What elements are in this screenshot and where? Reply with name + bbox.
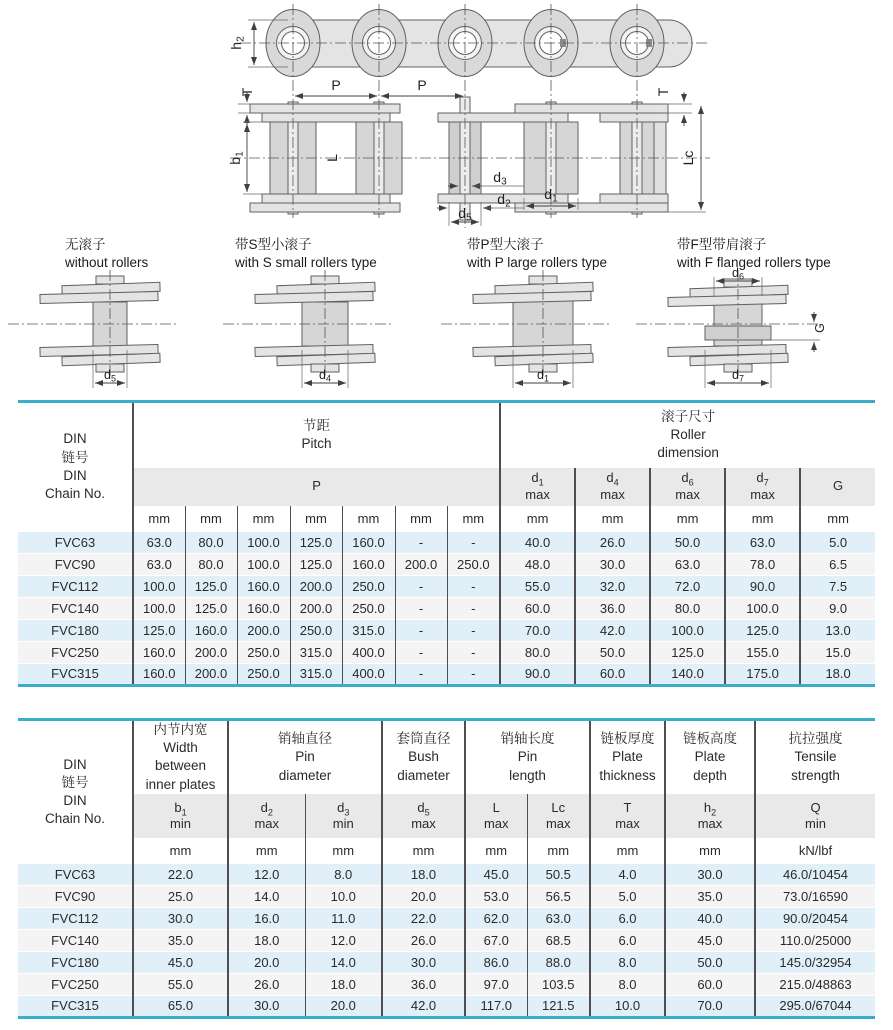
unit-cell: mm (465, 838, 527, 864)
roller-value-cell: 175.0 (725, 663, 800, 685)
roller-type-title-cn: 无滚子 (65, 237, 106, 252)
table-row (18, 597, 875, 619)
value-cell: 12.0 (228, 863, 305, 885)
pitch-value-cell: 63.0 (133, 531, 185, 553)
pitch-value-cell: 125.0 (290, 531, 342, 553)
value-cell: 30.0 (382, 951, 465, 973)
value-cell: 35.0 (665, 885, 755, 907)
dim-label-d1: $d_1$ (537, 368, 549, 384)
roller-value-cell: 78.0 (725, 553, 800, 575)
chain-no-cell: FVC63 (18, 531, 133, 553)
pitch-value-cell: 160.0 (237, 597, 290, 619)
pitch-value-cell: - (447, 575, 500, 597)
unit-cell: mm (500, 506, 575, 532)
chain-no-cell: FVC180 (18, 951, 133, 973)
value-cell: 8.0 (590, 951, 665, 973)
value-cell: 67.0 (465, 929, 527, 951)
value-cell: 65.0 (133, 995, 228, 1017)
roller-value-cell: 7.5 (800, 575, 875, 597)
pitch-value-cell: - (395, 663, 447, 685)
dim-label-l: L (324, 154, 340, 162)
roller-value-cell: 125.0 (650, 641, 725, 663)
pitch-value-cell: 125.0 (290, 553, 342, 575)
value-cell: 45.0 (465, 863, 527, 885)
value-cell: 18.0 (228, 929, 305, 951)
unit-cell: mm (800, 506, 875, 532)
pitch-value-cell: 160.0 (133, 641, 185, 663)
unit-cell: mm (725, 506, 800, 532)
pitch-value-cell: 315.0 (290, 663, 342, 685)
col-symbol-header: T max (590, 794, 665, 838)
col-symbol-header: $b_1$ min (133, 794, 228, 838)
unit-cell: mm (590, 838, 665, 864)
value-cell: 10.0 (590, 995, 665, 1017)
table-row (18, 619, 875, 641)
dim-label-d7: $d_7$ (732, 368, 744, 384)
pitch-value-cell: 100.0 (133, 575, 185, 597)
col-symbol-header: $h_2$ max (665, 794, 755, 838)
pitch-value-cell: 160.0 (133, 663, 185, 685)
pitch-value-cell: 400.0 (342, 641, 395, 663)
col-symbol-header: $d_5$ max (382, 794, 465, 838)
pitch-value-cell: 160.0 (237, 575, 290, 597)
value-cell: 14.0 (305, 951, 382, 973)
unit-cell: mm (395, 506, 447, 532)
unit-cell: mm (527, 838, 590, 864)
chain-no-cell: FVC250 (18, 641, 133, 663)
value-cell: 8.0 (305, 863, 382, 885)
roller-value-cell: 13.0 (800, 619, 875, 641)
dim-label-d5: d5 (458, 205, 472, 224)
pitch-value-cell: 250.0 (290, 619, 342, 641)
chain-no-header: DIN 链号 DIN Chain No. (18, 720, 133, 864)
value-cell: 14.0 (228, 885, 305, 907)
unit-cell: mm (185, 506, 237, 532)
chain-no-header: DIN 链号 DIN Chain No. (18, 402, 133, 532)
dim-label-d2: d2 (497, 191, 511, 210)
value-cell: 22.0 (382, 907, 465, 929)
value-cell: 25.0 (133, 885, 228, 907)
pitch-value-cell: - (395, 531, 447, 553)
unit-cell: mm (575, 506, 650, 532)
value-cell: 20.0 (305, 995, 382, 1017)
dim-label-d6: $d_6$ (732, 266, 744, 282)
value-cell: 26.0 (228, 973, 305, 995)
roller-type-title-en: with P large rollers type (467, 254, 608, 270)
unit-cell: mm (665, 838, 755, 864)
col-symbol-header: $d_2$ max (228, 794, 305, 838)
pitch-value-cell: - (447, 663, 500, 685)
roller-col-header: $d_1$ max (500, 468, 575, 506)
pitch-value-cell: - (395, 597, 447, 619)
col-symbol-header: Lc max (527, 794, 590, 838)
pitch-value-cell: 200.0 (395, 553, 447, 575)
pitch-roller-table (18, 400, 875, 687)
unit-cell: mm (228, 838, 305, 864)
unit-cell: mm (305, 838, 382, 864)
dim-label-g: G (813, 323, 827, 333)
pitch-value-cell: 250.0 (447, 553, 500, 575)
value-cell: 73.0/16590 (755, 885, 875, 907)
pitch-value-cell: - (447, 619, 500, 641)
unit-cell: mm (650, 506, 725, 532)
col-symbol-header: Q min (755, 794, 875, 838)
value-cell: 6.0 (590, 907, 665, 929)
dim-label-h2: h2 (228, 36, 247, 50)
pitch-value-cell: 250.0 (237, 663, 290, 685)
roller-types-section (0, 230, 893, 400)
roller-value-cell: 5.0 (800, 531, 875, 553)
value-cell: 46.0/10454 (755, 863, 875, 885)
pitch-value-cell: 250.0 (342, 575, 395, 597)
pitch-group-header: 节距 Pitch (133, 402, 500, 468)
pitch-value-cell: 80.0 (185, 553, 237, 575)
pitch-value-cell: 315.0 (342, 619, 395, 641)
unit-cell: mm (133, 506, 185, 532)
roller-type-diagram-s-small (215, 266, 440, 398)
unit-cell: mm (290, 506, 342, 532)
pitch-value-cell: 200.0 (290, 597, 342, 619)
pitch-value-cell: 125.0 (185, 597, 237, 619)
pitch-value-cell: - (447, 597, 500, 619)
pitch-value-cell: 125.0 (185, 575, 237, 597)
roller-value-cell: 100.0 (650, 619, 725, 641)
pitch-symbol-header: P (133, 468, 500, 506)
pitch-value-cell: 200.0 (237, 619, 290, 641)
roller-col-header: $d_4$ max (575, 468, 650, 506)
roller-value-cell: 55.0 (500, 575, 575, 597)
value-cell: 35.0 (133, 929, 228, 951)
value-cell: 68.5 (527, 929, 590, 951)
value-cell: 55.0 (133, 973, 228, 995)
table-row (18, 575, 875, 597)
value-cell: 63.0 (527, 907, 590, 929)
roller-value-cell: 26.0 (575, 531, 650, 553)
pitch-value-cell: 160.0 (342, 531, 395, 553)
value-cell: 8.0 (590, 973, 665, 995)
value-cell: 4.0 (590, 863, 665, 885)
chain-no-cell: FVC250 (18, 973, 133, 995)
value-cell: 18.0 (305, 973, 382, 995)
roller-value-cell: 72.0 (650, 575, 725, 597)
pitch-value-cell: 100.0 (133, 597, 185, 619)
value-cell: 50.0 (665, 951, 755, 973)
dim-label-p-left: P (331, 77, 341, 93)
table-row (18, 663, 875, 685)
roller-type-title-cn: 带F型带肩滚子 (677, 237, 767, 252)
unit-cell: mm (237, 506, 290, 532)
roller-type-title-en: with S small rollers type (235, 254, 377, 270)
value-cell: 145.0/32954 (755, 951, 875, 973)
group-header: 销轴长度 Pin length (465, 720, 590, 794)
value-cell: 10.0 (305, 885, 382, 907)
pitch-value-cell: 250.0 (237, 641, 290, 663)
value-cell: 97.0 (465, 973, 527, 995)
table-row (18, 907, 875, 929)
value-cell: 40.0 (665, 907, 755, 929)
roller-value-cell: 90.0 (500, 663, 575, 685)
unit-cell: kN/lbf (755, 838, 875, 864)
chain-no-cell: FVC112 (18, 907, 133, 929)
group-header: 链板厚度 Plate thickness (590, 720, 665, 794)
pitch-value-cell: 200.0 (185, 663, 237, 685)
pitch-value-cell: 63.0 (133, 553, 185, 575)
value-cell: 36.0 (382, 973, 465, 995)
unit-cell: mm (447, 506, 500, 532)
value-cell: 30.0 (228, 995, 305, 1017)
roller-value-cell: 125.0 (725, 619, 800, 641)
group-header: 内节内宽 Width between inner plates (133, 720, 228, 794)
roller-value-cell: 9.0 (800, 597, 875, 619)
dim-label-p-right: P (417, 77, 427, 93)
pitch-value-cell: - (447, 531, 500, 553)
value-cell: 6.0 (590, 929, 665, 951)
value-cell: 70.0 (665, 995, 755, 1017)
dim-label-d4: $d_4$ (319, 368, 331, 384)
chain-no-cell: FVC140 (18, 929, 133, 951)
table-row (18, 929, 875, 951)
group-header: 链板高度 Plate depth (665, 720, 755, 794)
value-cell: 295.0/67044 (755, 995, 875, 1017)
pitch-value-cell: 100.0 (237, 553, 290, 575)
value-cell: 22.0 (133, 863, 228, 885)
value-cell: 45.0 (133, 951, 228, 973)
roller-value-cell: 63.0 (725, 531, 800, 553)
value-cell: 30.0 (133, 907, 228, 929)
roller-value-cell: 80.0 (650, 597, 725, 619)
col-symbol-header: $d_3$ min (305, 794, 382, 838)
chain-no-cell: FVC180 (18, 619, 133, 641)
pitch-value-cell: 315.0 (290, 641, 342, 663)
roller-type-title-cn: 带P型大滚子 (467, 237, 544, 252)
dim-label-lc: Lc (680, 150, 696, 166)
value-cell: 60.0 (665, 973, 755, 995)
chain-no-cell: FVC90 (18, 553, 133, 575)
unit-cell: mm (382, 838, 465, 864)
value-cell: 56.5 (527, 885, 590, 907)
pitch-value-cell: - (395, 641, 447, 663)
roller-value-cell: 50.0 (575, 641, 650, 663)
chain-no-cell: FVC63 (18, 863, 133, 885)
chain-no-cell: FVC140 (18, 597, 133, 619)
value-cell: 50.5 (527, 863, 590, 885)
pitch-value-cell: 200.0 (185, 641, 237, 663)
group-header: 抗拉强度 Tensile strength (755, 720, 875, 794)
table-row (18, 553, 875, 575)
roller-value-cell: 63.0 (650, 553, 725, 575)
value-cell: 42.0 (382, 995, 465, 1017)
roller-value-cell: 100.0 (725, 597, 800, 619)
table-row (18, 885, 875, 907)
value-cell: 117.0 (465, 995, 527, 1017)
table-row (18, 641, 875, 663)
roller-value-cell: 80.0 (500, 641, 575, 663)
roller-value-cell: 32.0 (575, 575, 650, 597)
roller-value-cell: 42.0 (575, 619, 650, 641)
value-cell: 30.0 (665, 863, 755, 885)
dim-label-t-right: T (655, 87, 671, 97)
roller-value-cell: 6.5 (800, 553, 875, 575)
roller-value-cell: 155.0 (725, 641, 800, 663)
chain-no-cell: FVC315 (18, 995, 133, 1017)
table-row (18, 531, 875, 553)
dimensions-strength-table (18, 718, 875, 1019)
unit-cell: mm (342, 506, 395, 532)
roller-type-diagram-without-rollers (0, 266, 225, 398)
value-cell: 90.0/20454 (755, 907, 875, 929)
value-cell: 20.0 (382, 885, 465, 907)
roller-value-cell: 30.0 (575, 553, 650, 575)
roller-value-cell: 60.0 (500, 597, 575, 619)
value-cell: 215.0/48863 (755, 973, 875, 995)
table-row (18, 951, 875, 973)
roller-value-cell: 36.0 (575, 597, 650, 619)
value-cell: 16.0 (228, 907, 305, 929)
value-cell: 110.0/25000 (755, 929, 875, 951)
roller-value-cell: 90.0 (725, 575, 800, 597)
table-row (18, 995, 875, 1017)
group-header: 套筒直径 Bush diameter (382, 720, 465, 794)
roller-value-cell: 70.0 (500, 619, 575, 641)
pitch-value-cell: - (447, 641, 500, 663)
chain-side-view (250, 97, 668, 220)
pitch-value-cell: 160.0 (342, 553, 395, 575)
value-cell: 5.0 (590, 885, 665, 907)
roller-type-title-cn: 带S型小滚子 (235, 237, 312, 252)
pitch-value-cell: 100.0 (237, 531, 290, 553)
value-cell: 121.5 (527, 995, 590, 1017)
value-cell: 103.5 (527, 973, 590, 995)
chain-technical-drawing (0, 0, 893, 232)
roller-value-cell: 18.0 (800, 663, 875, 685)
value-cell: 20.0 (228, 951, 305, 973)
roller-type-diagram-f-flanged (628, 266, 853, 398)
dim-label-d3: d3 (493, 169, 507, 188)
value-cell: 18.0 (382, 863, 465, 885)
pitch-value-cell: - (395, 575, 447, 597)
roller-group-header: 滚子尺寸 Roller dimension (500, 402, 875, 468)
roller-type-diagram-p-large (433, 266, 658, 398)
value-cell: 88.0 (527, 951, 590, 973)
roller-col-header: G (800, 468, 875, 506)
pitch-value-cell: 400.0 (342, 663, 395, 685)
roller-type-title-en: without rollers (65, 254, 149, 270)
table-row (18, 863, 875, 885)
roller-value-cell: 15.0 (800, 641, 875, 663)
roller-value-cell: 48.0 (500, 553, 575, 575)
roller-value-cell: 50.0 (650, 531, 725, 553)
pitch-value-cell: 125.0 (133, 619, 185, 641)
dim-label-d1: d1 (544, 186, 558, 205)
value-cell: 53.0 (465, 885, 527, 907)
pitch-value-cell: 80.0 (185, 531, 237, 553)
pitch-value-cell: - (395, 619, 447, 641)
dim-label-t-left: T (239, 87, 255, 97)
roller-col-header: $d_6$ max (650, 468, 725, 506)
value-cell: 62.0 (465, 907, 527, 929)
roller-value-cell: 60.0 (575, 663, 650, 685)
chain-no-cell: FVC315 (18, 663, 133, 685)
roller-value-cell: 40.0 (500, 531, 575, 553)
value-cell: 26.0 (382, 929, 465, 951)
dim-label-d5: $d_5$ (104, 368, 116, 384)
value-cell: 86.0 (465, 951, 527, 973)
dim-label-b1: b1 (227, 151, 246, 165)
roller-value-cell: 140.0 (650, 663, 725, 685)
pitch-value-cell: 200.0 (290, 575, 342, 597)
group-header: 销轴直径 Pin diameter (228, 720, 382, 794)
table-row (18, 973, 875, 995)
col-symbol-header: L max (465, 794, 527, 838)
roller-type-title-en: with F flanged rollers type (677, 254, 831, 270)
pitch-value-cell: 250.0 (342, 597, 395, 619)
unit-cell: mm (133, 838, 228, 864)
value-cell: 11.0 (305, 907, 382, 929)
value-cell: 45.0 (665, 929, 755, 951)
value-cell: 12.0 (305, 929, 382, 951)
pitch-value-cell: 160.0 (185, 619, 237, 641)
roller-col-header: $d_7$ max (725, 468, 800, 506)
chain-no-cell: FVC112 (18, 575, 133, 597)
chain-no-cell: FVC90 (18, 885, 133, 907)
